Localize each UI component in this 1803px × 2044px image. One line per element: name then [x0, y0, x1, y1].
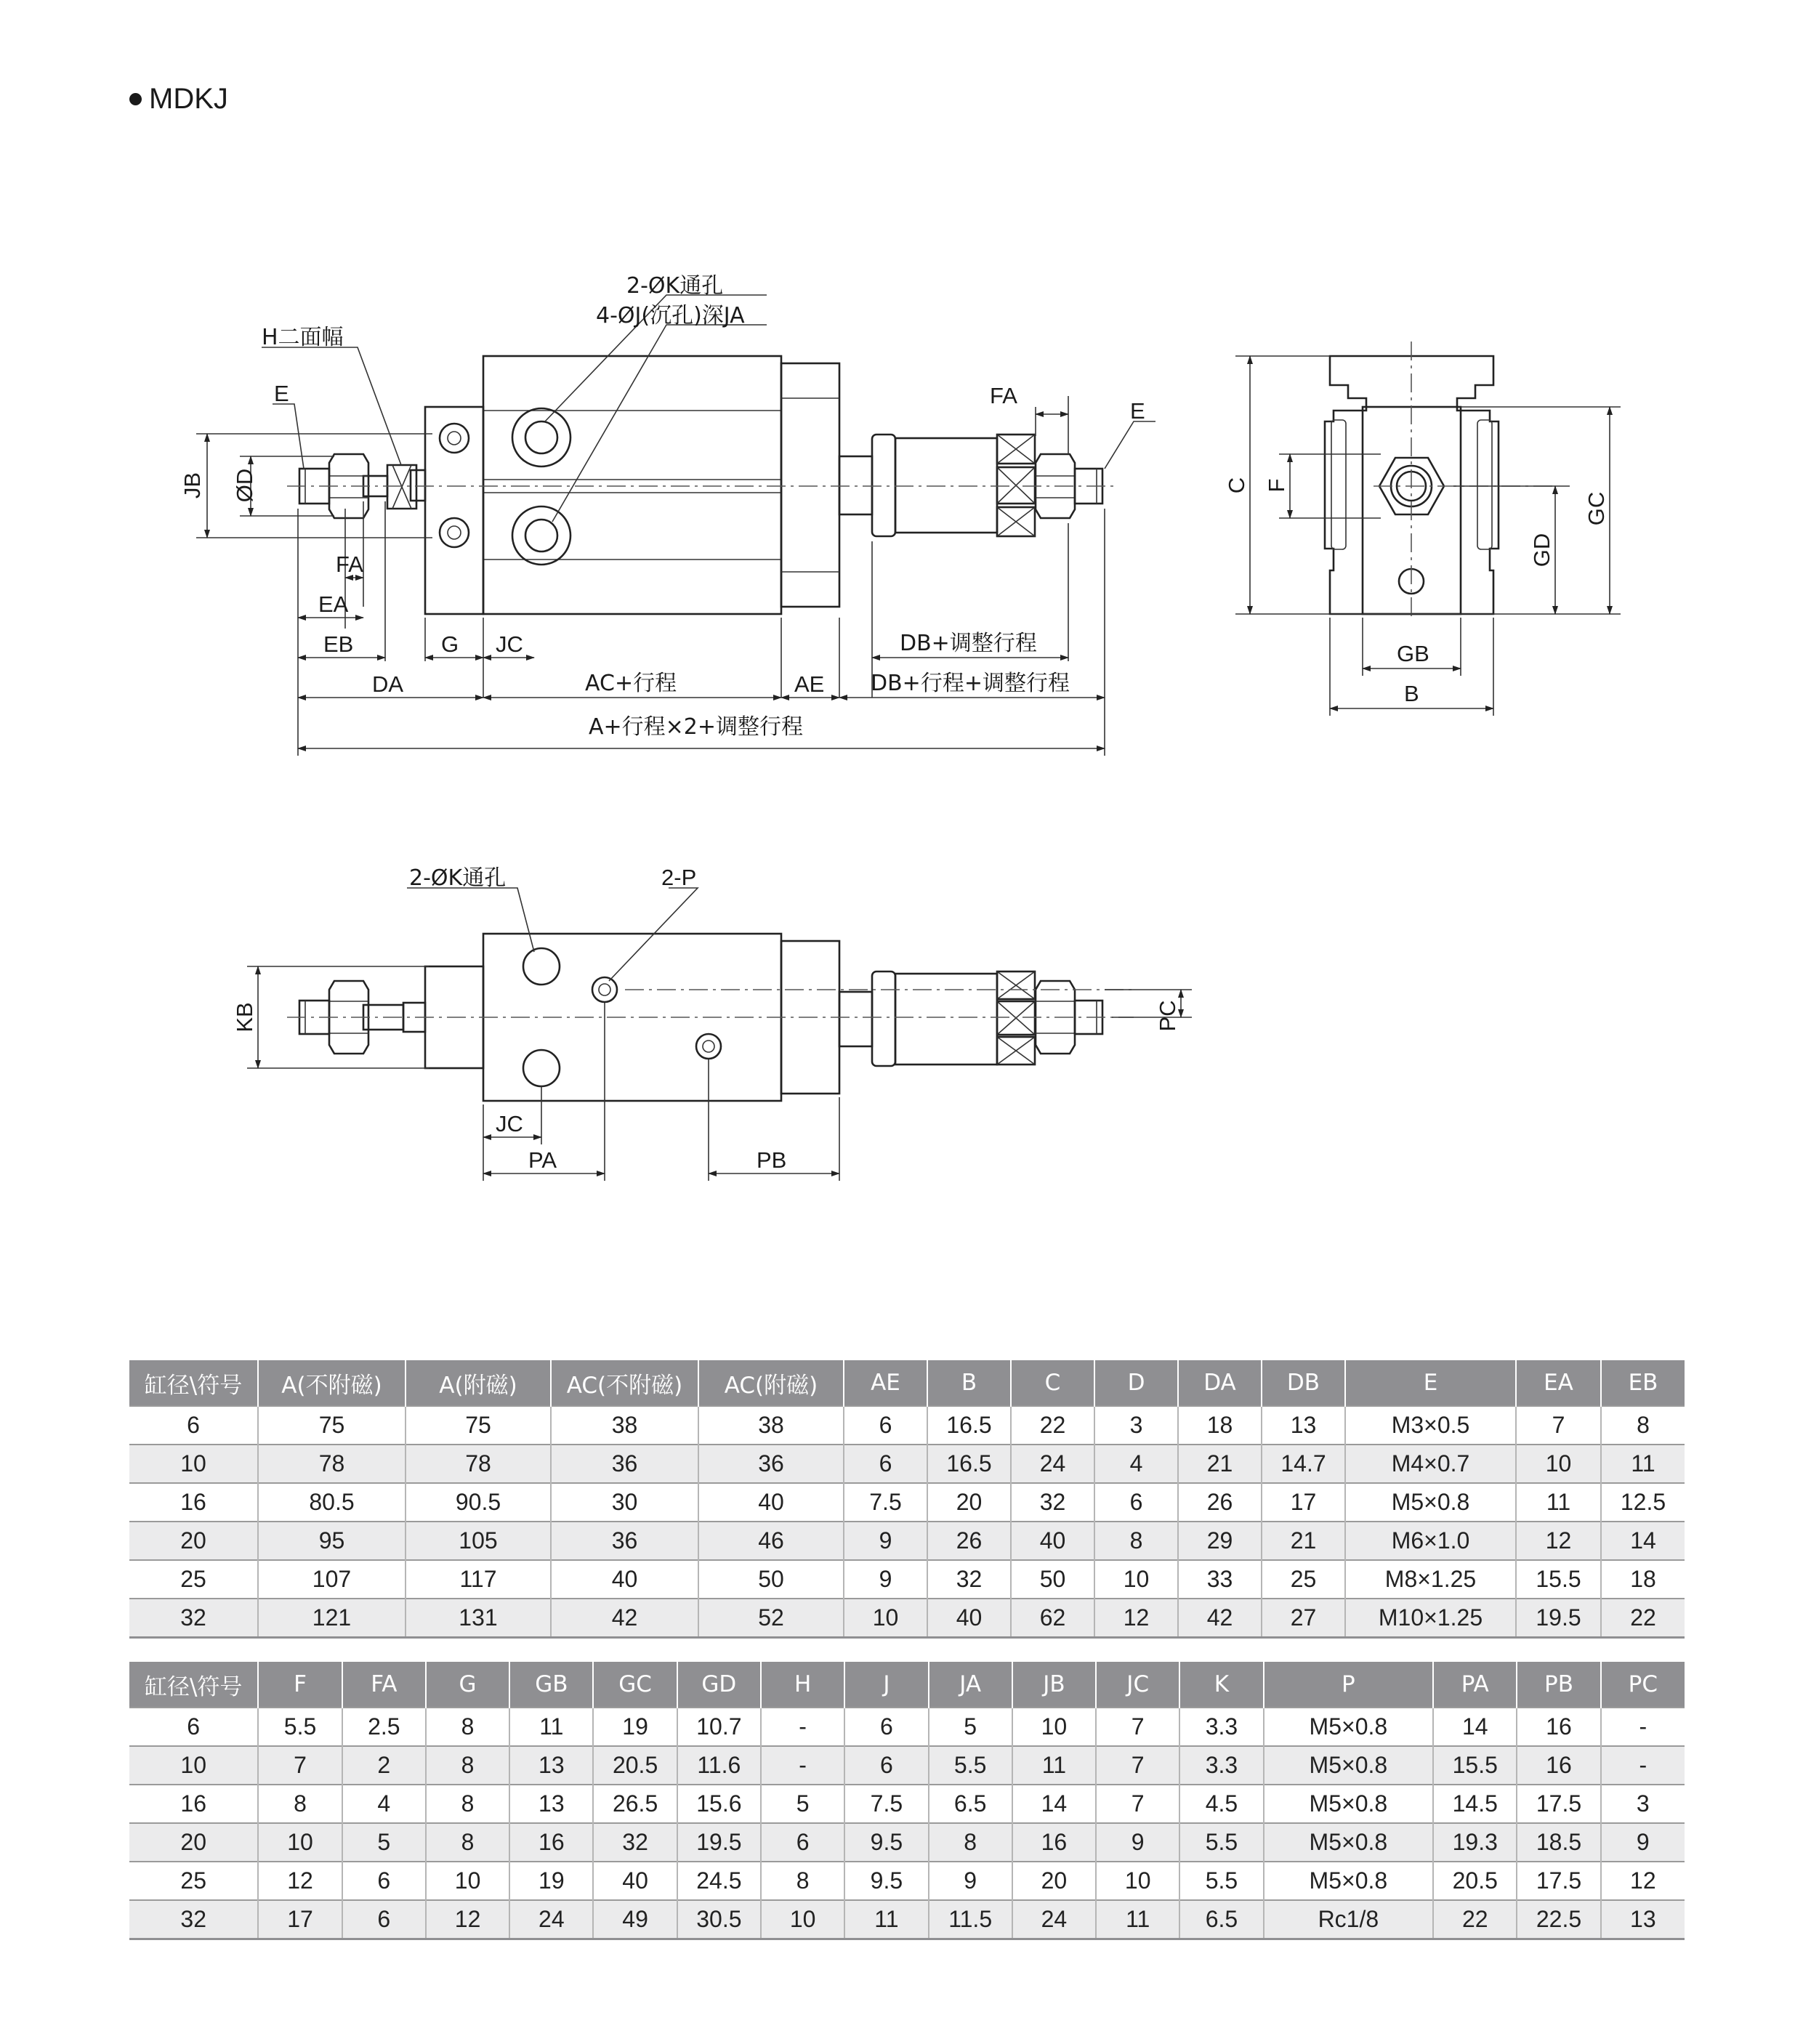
table-cell: 80.5	[258, 1483, 406, 1522]
table-cell: 20.5	[1433, 1862, 1517, 1900]
table-cell: M8×1.25	[1345, 1560, 1516, 1599]
table-cell: 9	[1601, 1823, 1685, 1862]
table-cell: 36	[698, 1445, 844, 1483]
table-cell: 9	[844, 1522, 927, 1560]
table-cell: 10	[1094, 1560, 1178, 1599]
table-cell: 6	[844, 1708, 928, 1746]
table-cell: M6×1.0	[1345, 1522, 1516, 1560]
label-db-adj: DB+调整行程	[900, 631, 1037, 656]
table-cell: 8	[929, 1823, 1012, 1862]
header-cell: JC	[1096, 1662, 1179, 1708]
table-cell: 10	[1012, 1708, 1096, 1746]
table-cell: 6	[761, 1823, 844, 1862]
product-model: MDKJ	[149, 83, 228, 115]
table-cell: 6.5	[929, 1785, 1012, 1823]
table-cell: 5.5	[1179, 1862, 1263, 1900]
table-cell: 32	[593, 1823, 677, 1862]
header-cell: H	[761, 1662, 844, 1708]
table-cell: 7	[1096, 1708, 1179, 1746]
dimension-table-2	[129, 1662, 1685, 1940]
header-cell: DB	[1262, 1360, 1345, 1406]
table-cell: 10	[844, 1599, 927, 1638]
dimension-table-1	[129, 1360, 1685, 1639]
label-gb: GB	[1397, 641, 1429, 666]
table-cell: M5×0.8	[1264, 1823, 1434, 1862]
label-db-stroke-adj: DB+行程+调整行程	[871, 671, 1070, 696]
header-cell: EB	[1601, 1360, 1685, 1406]
table-cell: 7	[258, 1746, 342, 1785]
table-cell: 5.5	[1179, 1823, 1263, 1862]
bore-size-cell: 10	[129, 1746, 258, 1785]
label-ae: AE	[794, 671, 825, 697]
table-cell: M10×1.25	[1345, 1599, 1516, 1638]
table-cell: 38	[698, 1406, 844, 1445]
label-pc: PC	[1155, 1000, 1180, 1032]
table-cell: 26	[1178, 1483, 1262, 1522]
table-cell: 78	[406, 1445, 551, 1483]
table-cell: 50	[698, 1560, 844, 1599]
table-cell: 18	[1178, 1406, 1262, 1445]
label-f: F	[1264, 478, 1289, 493]
header-cell: EA	[1516, 1360, 1601, 1406]
table-cell: 46	[698, 1522, 844, 1560]
table-cell: 27	[1262, 1599, 1345, 1638]
header-cell: A(附磁)	[406, 1360, 551, 1406]
table-cell: 20	[927, 1483, 1011, 1522]
table-cell: 3.3	[1179, 1708, 1263, 1746]
table-cell: 8	[1094, 1522, 1178, 1560]
label-k-hole: 2-ØK通孔	[626, 273, 724, 299]
table-cell: 14	[1012, 1785, 1096, 1823]
label-fa-top: FA	[990, 383, 1017, 408]
label-kb: KB	[232, 1002, 257, 1033]
header-cell: FA	[342, 1662, 426, 1708]
table-cell: 3.3	[1179, 1746, 1263, 1785]
table-cell: 11	[1601, 1445, 1685, 1483]
table-cell: 36	[551, 1445, 698, 1483]
table-cell: 5	[342, 1823, 426, 1862]
table-cell: 131	[406, 1599, 551, 1638]
bore-size-cell: 25	[129, 1862, 258, 1900]
table-cell: 40	[927, 1599, 1011, 1638]
header-cell: PC	[1601, 1662, 1685, 1708]
header-cell: 缸径\符号	[129, 1662, 258, 1708]
table-cell: 12	[1094, 1599, 1178, 1638]
header-cell: GC	[593, 1662, 677, 1708]
table-header-row	[129, 1360, 1685, 1406]
table-cell: 20.5	[593, 1746, 677, 1785]
header-cell: AE	[844, 1360, 927, 1406]
table-cell: 19.3	[1433, 1823, 1517, 1862]
table-cell: 19	[593, 1708, 677, 1746]
table-cell: 2	[342, 1746, 426, 1785]
bore-size-cell: 32	[129, 1599, 258, 1638]
table-cell: 24.5	[677, 1862, 761, 1900]
table-cell: 8	[426, 1785, 509, 1823]
table-cell: 30.5	[677, 1900, 761, 1939]
table-cell: 8	[258, 1785, 342, 1823]
table-cell: -	[761, 1708, 844, 1746]
table-cell: 8	[426, 1746, 509, 1785]
table-cell: 78	[258, 1445, 406, 1483]
table-cell: 11	[844, 1900, 928, 1939]
header-cell: GD	[677, 1662, 761, 1708]
label-pa: PA	[528, 1147, 557, 1173]
table-cell: 52	[698, 1599, 844, 1638]
table-cell: 21	[1178, 1445, 1262, 1483]
table-cell: 11	[1096, 1900, 1179, 1939]
table-row	[129, 1823, 1685, 1862]
table-cell: 17.5	[1517, 1785, 1600, 1823]
table-cell: 3	[1094, 1406, 1178, 1445]
table-cell: 24	[1012, 1900, 1096, 1939]
table-cell: 95	[258, 1522, 406, 1560]
table-cell: Rc1/8	[1264, 1900, 1434, 1939]
label-e-left: E	[274, 381, 289, 406]
table-cell: 22	[1433, 1900, 1517, 1939]
table-cell: 8	[426, 1823, 509, 1862]
label-d: ØD	[232, 468, 257, 503]
label-fa: FA	[336, 552, 363, 577]
table-cell: 10	[258, 1823, 342, 1862]
table-cell: 75	[406, 1406, 551, 1445]
table-cell: 14.5	[1433, 1785, 1517, 1823]
table-cell: M4×0.7	[1345, 1445, 1516, 1483]
table-cell: 40	[551, 1560, 698, 1599]
label-gc: GC	[1584, 491, 1609, 526]
table-cell: 13	[1601, 1900, 1685, 1939]
bore-size-cell: 16	[129, 1785, 258, 1823]
end-view	[1224, 342, 1621, 716]
table-cell: 11.5	[929, 1900, 1012, 1939]
bore-size-cell: 32	[129, 1900, 258, 1939]
table-cell: 15.5	[1433, 1746, 1517, 1785]
table-cell: 21	[1262, 1522, 1345, 1560]
header-cell: GB	[509, 1662, 593, 1708]
table-cell: 15.5	[1516, 1560, 1601, 1599]
table-row	[129, 1900, 1685, 1939]
table-cell: 25	[1262, 1560, 1345, 1599]
bore-size-cell: 25	[129, 1560, 258, 1599]
table-cell: 10	[1516, 1445, 1601, 1483]
header-cell: 缸径\符号	[129, 1360, 258, 1406]
label-g: G	[441, 631, 459, 657]
table-cell: 7	[1096, 1746, 1179, 1785]
table-cell: M5×0.8	[1264, 1746, 1434, 1785]
table-cell: 10	[761, 1900, 844, 1939]
table-cell: 11	[1516, 1483, 1601, 1522]
table-cell: -	[1601, 1746, 1685, 1785]
label-c: C	[1224, 477, 1249, 494]
header-cell: A(不附磁)	[258, 1360, 406, 1406]
table-row	[129, 1406, 1685, 1445]
table-cell: 6	[342, 1862, 426, 1900]
table-cell: 7	[1516, 1406, 1601, 1445]
label-k-hole-2: 2-ØK通孔	[409, 865, 507, 891]
table-cell: 14.7	[1262, 1445, 1345, 1483]
header-cell: C	[1011, 1360, 1094, 1406]
table-cell: 16.5	[927, 1406, 1011, 1445]
header-cell: JA	[929, 1662, 1012, 1708]
label-b: B	[1404, 681, 1419, 706]
table-cell: 42	[1178, 1599, 1262, 1638]
label-pb: PB	[757, 1147, 787, 1173]
table-cell: 19.5	[677, 1823, 761, 1862]
header-cell: PB	[1517, 1662, 1600, 1708]
table-cell: 7.5	[844, 1785, 928, 1823]
table-row	[129, 1599, 1685, 1638]
header-cell: B	[927, 1360, 1011, 1406]
table-cell: 9	[1096, 1823, 1179, 1862]
table-cell: 22	[1011, 1406, 1094, 1445]
table-cell: 22.5	[1517, 1900, 1600, 1939]
table-cell: 9.5	[844, 1862, 928, 1900]
table-cell: 75	[258, 1406, 406, 1445]
table-cell: 117	[406, 1560, 551, 1599]
table-cell: -	[1601, 1708, 1685, 1746]
table-cell: 13	[509, 1785, 593, 1823]
table-row	[129, 1708, 1685, 1746]
table-cell: 29	[1178, 1522, 1262, 1560]
table-cell: 6	[1094, 1483, 1178, 1522]
table-cell: 5	[929, 1708, 1012, 1746]
table-cell: 16	[1012, 1823, 1096, 1862]
table-cell: 20	[1012, 1862, 1096, 1900]
table-cell: 16	[1517, 1746, 1600, 1785]
table-cell: 40	[593, 1862, 677, 1900]
table-cell: M5×0.8	[1264, 1708, 1434, 1746]
header-cell: AC(不附磁)	[551, 1360, 698, 1406]
table-row	[129, 1746, 1685, 1785]
bore-size-cell: 20	[129, 1522, 258, 1560]
table-row	[129, 1785, 1685, 1823]
table-cell: 90.5	[406, 1483, 551, 1522]
table-cell: 11	[1012, 1746, 1096, 1785]
table-cell: 9	[929, 1862, 1012, 1900]
header-cell: AC(附磁)	[698, 1360, 844, 1406]
header-cell: G	[426, 1662, 509, 1708]
table-cell: 12	[1601, 1862, 1685, 1900]
table-cell: 107	[258, 1560, 406, 1599]
table-cell: 6	[342, 1900, 426, 1939]
table-cell: M5×0.8	[1345, 1483, 1516, 1522]
table-cell: 11	[509, 1708, 593, 1746]
table-cell: 5	[761, 1785, 844, 1823]
table-cell: 14	[1433, 1708, 1517, 1746]
header-cell: PA	[1433, 1662, 1517, 1708]
table-cell: 32	[1011, 1483, 1094, 1522]
header-cell: F	[258, 1662, 342, 1708]
label-ac-stroke: AC+行程	[585, 671, 677, 696]
label-ea: EA	[318, 591, 349, 617]
table-cell: 36	[551, 1522, 698, 1560]
header-cell: J	[844, 1662, 928, 1708]
header-cell: D	[1094, 1360, 1178, 1406]
table-cell: 6	[844, 1406, 927, 1445]
table-cell: 13	[509, 1746, 593, 1785]
label-h-flat: H二面幅	[262, 325, 344, 350]
table-body	[129, 1708, 1685, 1939]
table-cell: 9.5	[844, 1823, 928, 1862]
table-cell: 13	[1262, 1406, 1345, 1445]
table-cell: 8	[761, 1862, 844, 1900]
table-cell: 16	[1517, 1708, 1600, 1746]
table-cell: 49	[593, 1900, 677, 1939]
table-cell: 6	[844, 1746, 928, 1785]
table-cell: 17	[1262, 1483, 1345, 1522]
bore-size-cell: 16	[129, 1483, 258, 1522]
table-row	[129, 1862, 1685, 1900]
table-cell: 19.5	[1516, 1599, 1601, 1638]
table-cell: 50	[1011, 1560, 1094, 1599]
table-cell: 6.5	[1179, 1900, 1263, 1939]
bottom-view	[232, 865, 1192, 1181]
table-body	[129, 1406, 1685, 1638]
table-cell: 5.5	[258, 1708, 342, 1746]
table-cell: 32	[927, 1560, 1011, 1599]
table-cell: 11.6	[677, 1746, 761, 1785]
table-cell: M5×0.8	[1264, 1785, 1434, 1823]
table-cell: 10.7	[677, 1708, 761, 1746]
table-cell: 40	[698, 1483, 844, 1522]
table-cell: 18.5	[1517, 1823, 1600, 1862]
table-cell: 40	[1011, 1522, 1094, 1560]
table-cell: -	[761, 1746, 844, 1785]
top-view	[180, 273, 1155, 756]
table-cell: 10	[1096, 1862, 1179, 1900]
table-cell: 9	[844, 1560, 927, 1599]
table-cell: 6	[844, 1445, 927, 1483]
table-cell: 24	[509, 1900, 593, 1939]
table-cell: M3×0.5	[1345, 1406, 1516, 1445]
table-cell: 3	[1601, 1785, 1685, 1823]
table-cell: 42	[551, 1599, 698, 1638]
table-cell: 7.5	[844, 1483, 927, 1522]
table-cell: 4.5	[1179, 1785, 1263, 1823]
table-cell: 30	[551, 1483, 698, 1522]
bore-size-cell: 20	[129, 1823, 258, 1862]
label-da: DA	[372, 671, 404, 697]
bore-size-cell: 6	[129, 1708, 258, 1746]
table-cell: 15.6	[677, 1785, 761, 1823]
table-row	[129, 1522, 1685, 1560]
table-cell: 16	[509, 1823, 593, 1862]
table-cell: 22	[1601, 1599, 1685, 1638]
header-cell: DA	[1178, 1360, 1262, 1406]
label-jc-2: JC	[496, 1111, 523, 1136]
label-jb: JB	[180, 472, 205, 499]
table-cell: 26.5	[593, 1785, 677, 1823]
table-cell: 7	[1096, 1785, 1179, 1823]
table-cell: 17	[258, 1900, 342, 1939]
table-cell: 12	[258, 1862, 342, 1900]
table-row	[129, 1483, 1685, 1522]
table-cell: 14	[1601, 1522, 1685, 1560]
table-cell: 33	[1178, 1560, 1262, 1599]
table-cell: 8	[1601, 1406, 1685, 1445]
header-cell: K	[1179, 1662, 1263, 1708]
table-cell: 121	[258, 1599, 406, 1638]
table-cell: 18	[1601, 1560, 1685, 1599]
table-cell: 24	[1011, 1445, 1094, 1483]
label-eb: EB	[323, 631, 354, 657]
table-cell: 12.5	[1601, 1483, 1685, 1522]
header-cell: JB	[1012, 1662, 1096, 1708]
table-cell: 26	[927, 1522, 1011, 1560]
label-a-total: A+行程×2+调整行程	[589, 714, 804, 740]
label-e-right: E	[1130, 398, 1145, 424]
table-cell: 12	[426, 1900, 509, 1939]
header-cell: E	[1345, 1360, 1516, 1406]
header-cell: P	[1264, 1662, 1434, 1708]
label-j-hole: 4-ØJ(沉孔)深JA	[596, 303, 745, 328]
bore-size-cell: 10	[129, 1445, 258, 1483]
table-cell: 4	[1094, 1445, 1178, 1483]
table-cell: 105	[406, 1522, 551, 1560]
table-header-row	[129, 1662, 1685, 1708]
table-cell: 38	[551, 1406, 698, 1445]
table-cell: M5×0.8	[1264, 1862, 1434, 1900]
table-row	[129, 1445, 1685, 1483]
table-cell: 8	[426, 1708, 509, 1746]
label-gd: GD	[1529, 533, 1554, 567]
bore-size-cell: 6	[129, 1406, 258, 1445]
table-cell: 16.5	[927, 1445, 1011, 1483]
table-cell: 10	[426, 1862, 509, 1900]
label-jc: JC	[496, 631, 523, 657]
table-cell: 62	[1011, 1599, 1094, 1638]
table-cell: 17.5	[1517, 1862, 1600, 1900]
table-row	[129, 1560, 1685, 1599]
table-cell: 4	[342, 1785, 426, 1823]
table-cell: 12	[1516, 1522, 1601, 1560]
label-p-port: 2-P	[661, 865, 697, 890]
table-cell: 19	[509, 1862, 593, 1900]
table-cell: 5.5	[929, 1746, 1012, 1785]
table-cell: 2.5	[342, 1708, 426, 1746]
